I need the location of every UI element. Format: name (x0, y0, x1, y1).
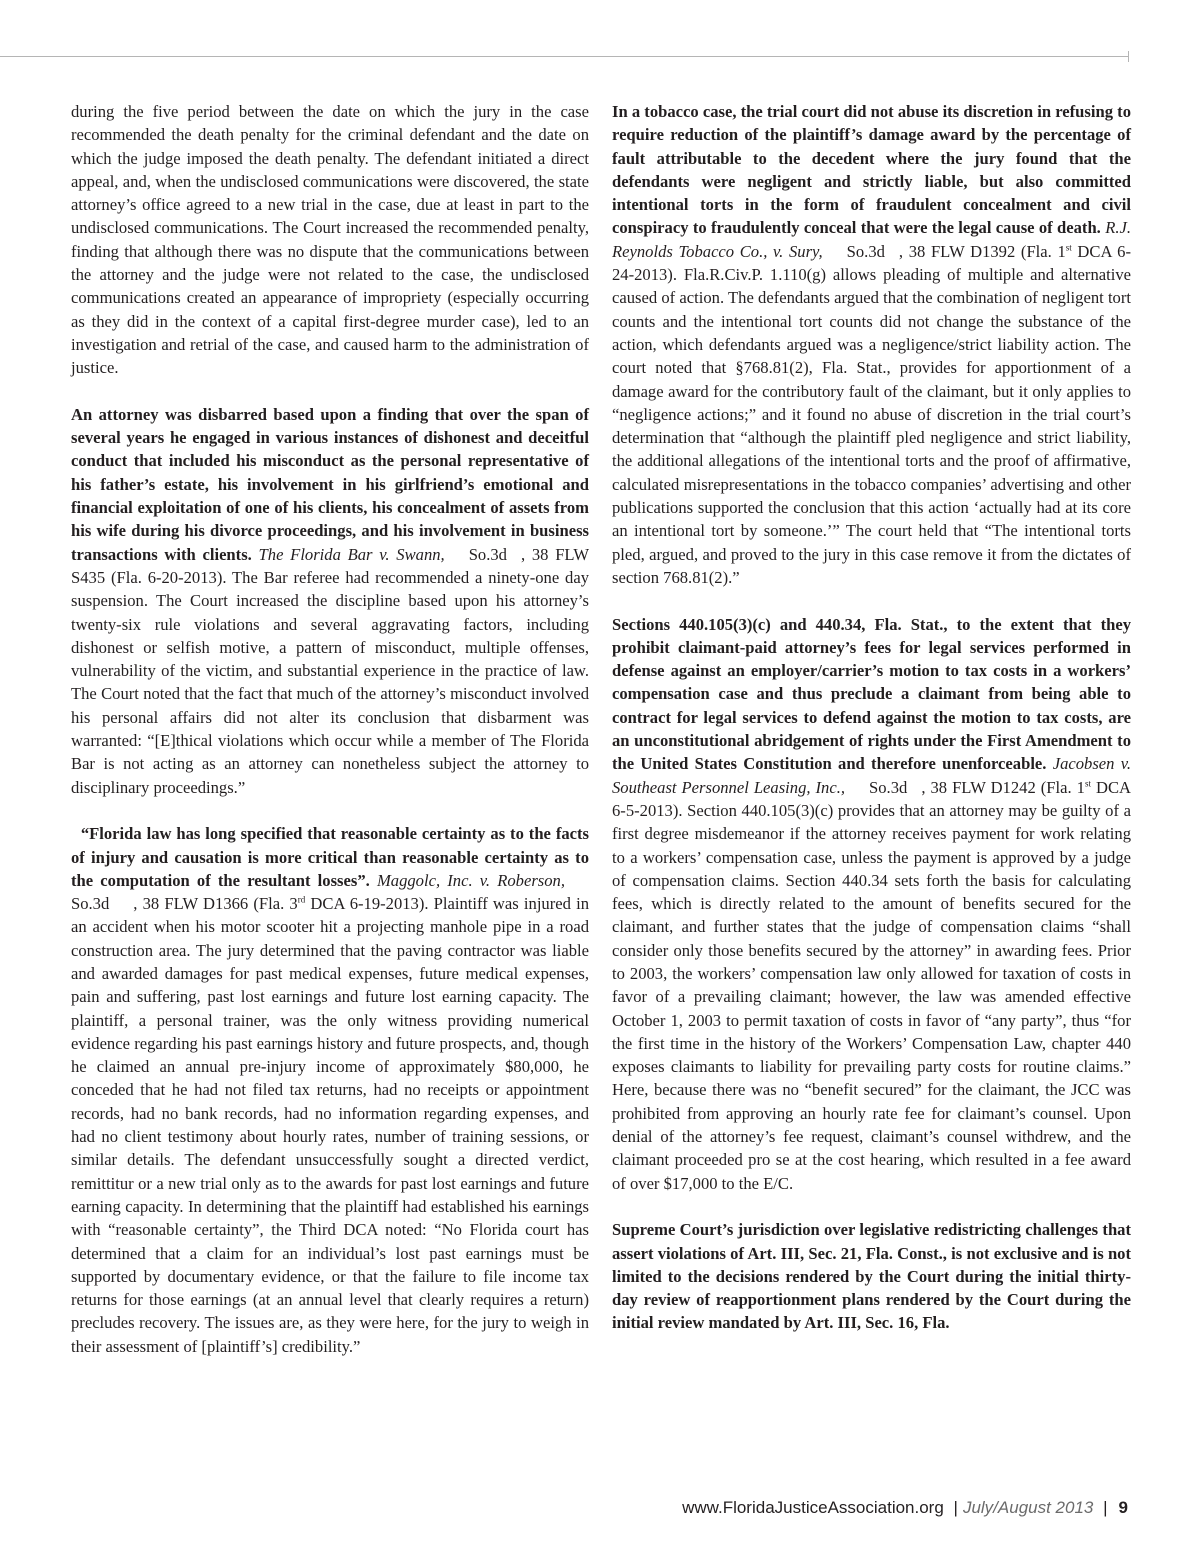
right-p3-lead: Supreme Court’s jurisdiction over legislative redistricting challenges that assert violations of Art. III, Sec. 21, Fla. Const., is not exclusive and is not limited to the decisions rendered by the Court during the initial thirty-day review of reapportionment plans rendered by the Court during the initial review mandated by Art. III, Sec. 16, Fla. (612, 1220, 1131, 1333)
right-column (612, 100, 1131, 1335)
right-p2-lead: Sections 440.105(3)(c) and 440.34, Fla. Stat., to the extent that they prohibit claimant-paid attorney’s fees for legal services performed in defense against an employer/carrier’s motion to tax costs in a workers’ compensation case and thus preclude a claimant from being able to contract for legal services to defend against the motion to tax costs, are an unconstitutional abridgement of rights under the First Amendment to the United States Constitution and therefore unenforceable. (612, 614, 1131, 774)
left-p3-reporter: So.3d (71, 894, 110, 914)
right-p1-superscript: st (1065, 242, 1072, 253)
left-p3-citation: Maggolc, Inc. v. Roberson, (376, 870, 566, 890)
left-p3-superscript: rd (297, 894, 306, 905)
footer-page-number: 9 (1118, 1498, 1128, 1517)
footer-separator-2: | (1103, 1498, 1108, 1517)
right-p2-citation: Jacobsen v. Southeast Personnel Leasing, Inc., (612, 754, 1132, 797)
right-p2-reporter: So.3d (869, 777, 908, 797)
left-paragraph-1 (71, 100, 589, 380)
footer-website: www.FloridaJusticeAssociation.org (682, 1498, 944, 1517)
left-p2-lead: An attorney was disbarred based upon a finding that over the span of several years he engaged in various instances of dishonest and deceitful conduct that included his misconduct as the personal representative of his father’s estate, his involvement in his girlfriend’s emotional and financial exploitation of one of his clients, his concealment of assets from his wife during his divorce proceedings, and his involvement in business transactions with clients. (71, 404, 589, 564)
header-rule-tick (1128, 51, 1129, 62)
header-rule (0, 56, 1128, 57)
left-paragraph-3 (71, 822, 589, 1358)
left-p3-text-a: , 38 FLW D1366 (Fla. 3 (133, 894, 298, 914)
right-p1-citation: R.J. Reynolds Tobacco Co., v. Sury, (612, 218, 1132, 261)
left-p2-citation: The Florida Bar v. Swann, (258, 544, 445, 564)
footer-issue: July/August 2013 (962, 1498, 1094, 1517)
left-p2-text: , 38 FLW S435 (Fla. 6-20-2013). The Bar referee had recommended a ninety-one day suspension. The Court increased the discipline based upon his attorney’s twenty-six rule violations and several aggravating factors, including dishonest or selfish motive, a pattern of misconduct, multiple offenses, vulnerability of the victim, and substantial experience in the practice of law. The Court noted that the fact that much of the attorney’s misconduct involved his personal affairs did not alter its conclusion that disbarment was warranted: “[E]thical violations which occur while a member of The Florida Bar is not acting as an attorney can nonetheless subject the attorney to disciplinary proceedings.” (71, 544, 589, 797)
right-p2-text-a: , 38 FLW D1242 (Fla. 1 (921, 777, 1085, 797)
right-p1-text-a: , 38 FLW D1392 (Fla. 1 (898, 241, 1066, 261)
right-p1-text-b: DCA 6-24-2013). Fla.R.Civ.P. 1.110(g) allows pleading of multiple and alternative caused of action. The defendants argued that the combination of negligent tort counts and the intentional tort counts did not change the substance of the action, which defendants argued was a negligence/strict liability action. The court noted that §768.81(2), Fla. Stat., provides for apportionment of a damage award for the contributory fault of the claimant, but it only applies to “negligence actions;” and it found no abuse of discretion in the trial court’s determination that “although the plaintiff pled negligence and strict liability, the additional allegations of the intentional torts and the proof of affirmative, calculated misrepresentations in the tobacco companies’ advertising and other publications supported the conclusion that this action ‘actually had at its core an intentional tort by someone.’” The court held that “The intentional torts pled, argued, and proved to the jury in this case remove it from the dictates of section 768.81(2).” (612, 241, 1132, 587)
right-paragraph-3 (612, 1218, 1131, 1334)
right-paragraph-2 (612, 613, 1131, 1195)
right-p2-superscript: st (1084, 778, 1091, 789)
right-paragraph-1 (612, 100, 1131, 589)
left-p3-text-b: DCA 6-19-2013). Plaintiff was injured in an accident when his motor scooter hit a projecting manhole pipe in a road construction area. The jury determined that the paving contractor was liable and awarded damages for past medical expenses, future medical expenses, pain and suffering, past lost earnings and future lost earning capacity. The plaintiff, a personal trainer, was the only witness providing numerical evidence regarding his past earnings history and future prospects, and, though he claimed an annual pre-injury income of approximately $80,000, he conceded that he had not filed tax returns, had no receipts or appointment records, had no bank records, had no information regarding expenses, and had no client testimony about hourly rates, number of training sessions, or similar details. The defendant unsuccessfully sought a directed verdict, remittitur or a new trial only as to the awards for past lost earnings and future earning capacity. In determining that the plaintiff had established his earnings with “reasonable certainty”, the Third DCA noted: “No Florida court has determined that a claim for an individual’s lost past earnings must be supported by documentary evidence, or that the failure to file income tax returns for those earnings (at an annual level that clearly requires a return) precludes recovery. The issues are, as they were here, for the jury to weigh in their assessment of [plaintiff’s] credibility.” (71, 894, 589, 1356)
footer-separator-1: | (953, 1498, 958, 1517)
left-p3-lead: “Florida law has long specified that reasonable certainty as to the facts of injury and causation is more critical than reasonable certainty as to the computation of the resultant losses”. (71, 824, 589, 890)
left-p2-reporter: So.3d (468, 544, 507, 564)
left-column (71, 100, 589, 1358)
left-paragraph-2 (71, 403, 589, 799)
right-p2-text-b: DCA 6-5-2013). Section 440.105(3)(c) provides that an attorney may be guilty of a first degree misdemeanor if the attorney receives payment for work relating to a workers’ compensation case, unless the payment is approved by a judge of compensation claims. Section 440.34 sets forth the basis for calculating fees, which is directly related to the amount of benefits secured for the claimant, and further states that the judge of compensation claims “shall consider only those benefits secured by the attorney” in awarding fees. Prior to 2003, the workers’ compensation law only allowed for taxation of costs in favor of a prevailing claimant; however, the law was amended effective October 1, 2003 to permit taxation of costs in favor of “any party”, thus “for the first time in the history of the Workers’ Compensation Law, chapter 440 exposes claimants to liability for prevailing party costs for routine claims.” Here, because there was no “benefit secured” for the claimant, the JCC was prohibited from approving an hourly rate fee for claimant’s counsel. Upon denial of the attorney’s fee request, claimant’s counsel withdrew, and the claimant proceeded pro se at the cost hearing, which resulted in a fee award of over $17,000 to the E/C. (612, 777, 1131, 1193)
right-p1-reporter: So.3d (846, 241, 885, 261)
page-footer (682, 1497, 1128, 1519)
right-p1-lead: In a tobacco case, the trial court did not abuse its discretion in refusing to require reduction of the plaintiff’s damage award by the percentage of fault attributable to the decedent where the jury found that the defendants were negligent and strictly liable, but also committed intentional torts in the form of fraudulent concealment and civil conspiracy to fraudulently conceal that were the legal cause of death. (612, 102, 1131, 238)
left-p1-text: during the five period between the date on which the jury in the case recommended the death penalty for the criminal defendant and the date on which the judge imposed the death penalty. The defendant initiated a direct appeal, and, when the undisclosed communications were discovered, the state attorney’s office agreed to a new trial in the case, due at least in part to the undisclosed communications. The Court increased the recommended penalty, finding that although there was no dispute that the communications between the attorney and the judge were not related to the case, the undisclosed communications created an appearance of impropriety (especially occurring as they did in the context of a capital first-degree murder case), led to an investigation and retrial of the case, and caused harm to the administration of justice. (71, 102, 589, 378)
